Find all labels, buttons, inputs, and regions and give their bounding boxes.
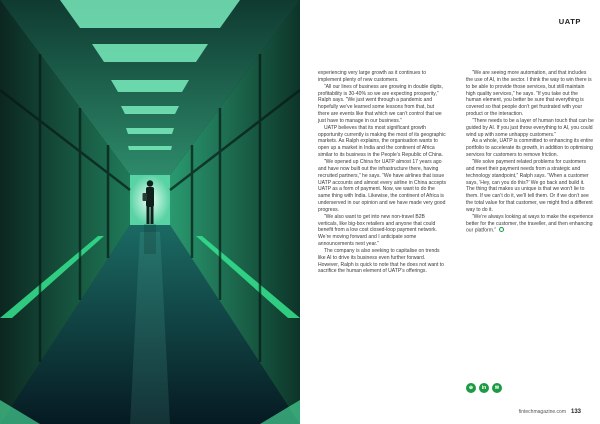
end-of-article-icon [499, 227, 504, 232]
linkedin-icon[interactable]: in [479, 383, 489, 393]
paragraph: “We solve payment related problems for customers and meet their payment needs from a strategic and technology standpoint,” Ralph says. “When a customer says, ‘Hey, can you do this?’ We go back and build it. The thing that makes us unique is that we won’t lie to them. If we can’t do it, we’ll tell them. Or if we don’t see the total value for that customer, we might find a different way to do it. [466, 158, 593, 213]
site-url: fintechmagazine.com [518, 409, 566, 415]
paragraph: The company is also seeking to capitalise on trends like AI to drive its business even further forward. However, Ralph is quick to note that he does not want to sacrifice the human element of UATP’s offerings. [318, 247, 444, 275]
paragraph: “There needs to be a layer of human touch that can be guided by AI. If you just throw everything to AI, you could wind up with some unhappy customers.” [466, 117, 594, 138]
paragraph-text: “We’re always looking at ways to make the experience better for the customer, the traveller, and then enhancing our platform.” [466, 213, 594, 234]
page-footer [519, 409, 581, 415]
article-column-right [466, 70, 594, 235]
section-label: UATP [558, 17, 581, 26]
paragraph: “We opened up China for UATP almost 17 years ago and have now built out the infrastructure there, having recruited partners,” he says. “We have airlines that issue UATP accounts and almost every airline in China accepts UATP as a form of payment. Now, we want to do the same thing with India. Likewise, the continent of Africa is underserved in our opinion and we have made very good progress. [318, 158, 447, 213]
paragraph: “We also want to get into new non-travel B2B verticals, like big-box retailers and anyone that could benefit from a low cost closed-loop payment network. We’re moving forward and I anticipate some announcements next year.” [318, 213, 437, 248]
social-links [466, 383, 502, 393]
web-icon[interactable]: ⊕ [466, 383, 476, 393]
email-icon[interactable]: ✉ [492, 383, 502, 393]
final-paragraph [466, 214, 594, 235]
article-page [300, 0, 600, 424]
paragraph: UATP believes that its most significant growth opportunity currently is making the most of its geographic markets. As Ralph explains, the organisation wants to open up a market in India and the continent of Africa similar to its business in the People’s Republic of China. [318, 124, 446, 159]
paragraph: experiencing very large growth as it continues to implement plenty of new customers. [318, 70, 427, 83]
paragraph: “All our lines of business are growing in double digits, profitability is 30-40% so we are expecting prosperity,” Ralph says. “We just went through a pandemic and hopefully we’ve learned some lessons from that, but there are events like that which we can’t control that we just have to manage in our business.” [318, 83, 443, 124]
article-column-left [318, 70, 446, 275]
paragraph: “We are seeing more automation, and that includes the use of AI, in the sector. I think the way to win there is to be able to provide those services, but still maintain high quality services,” he says. “If you take out the human element, you better be sure that everything is covered so that people don’t get frustrated with your product or the interaction. [466, 70, 592, 118]
page-number: 133 [570, 409, 581, 415]
paragraph: As a whole, UATP is committed to enhancing its entire portfolio to accelerate its growth, in addition to optimising services for customers to remove friction. [466, 138, 593, 159]
